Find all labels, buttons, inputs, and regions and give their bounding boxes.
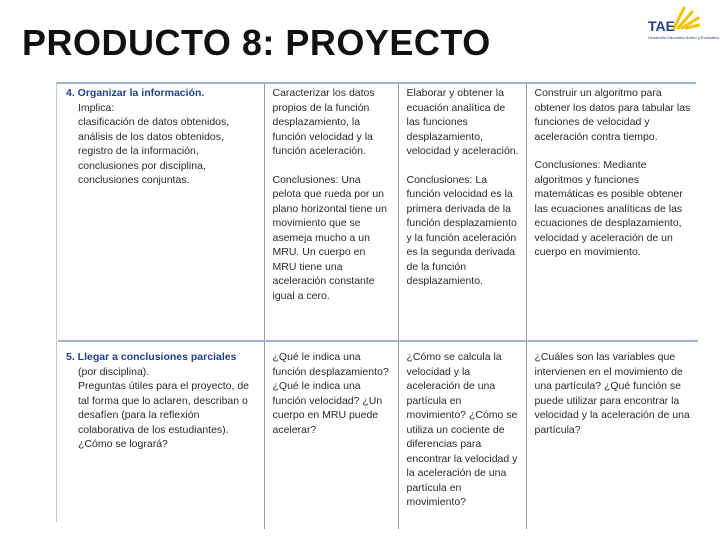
cell-conclusion: Conclusiones: Mediante algoritmos y funciones matemáticas es posible obtener las ecuaciones analíticas de las ecuaciones de desplazamiento, velocidad y aceleración de un cuerpo en movimiento. bbox=[534, 159, 683, 258]
table-row bbox=[58, 84, 698, 341]
step-cell bbox=[58, 341, 264, 529]
table-row bbox=[58, 341, 698, 529]
step-heading: 4. Organizar la información. bbox=[66, 87, 205, 99]
slide-title: PRODUCTO 8: PROYECTO bbox=[22, 22, 491, 63]
step-heading: 5. Llegar a conclusiones parciales bbox=[66, 351, 237, 363]
step-line: (por disciplina). bbox=[78, 365, 150, 378]
cell-conclusion: Conclusiones: Una pelota que rueda por un plano horizontal tiene un movimiento que se asemeja mucho a un MRU. Un cuerpo en MRU tiene una aceleración constante igual a cero. bbox=[272, 173, 387, 302]
step-line: conclusiones conjuntas. bbox=[78, 174, 190, 186]
cell-text: Construir un algoritmo para obtener los datos para tabular las funciones de velocidad y aceleración contra tiempo. bbox=[534, 87, 691, 143]
left-border bbox=[56, 82, 57, 522]
table-cell bbox=[398, 84, 526, 341]
table-cell bbox=[264, 341, 398, 529]
table-cell bbox=[264, 84, 398, 341]
cell-text: ¿Qué le indica una función desplazamiento? ¿Qué le indica una función velocidad? ¿Un cuerpo en MRU puede acelerar? bbox=[272, 351, 389, 436]
cell-text: Caracterizar los datos propios de la función desplazamiento, la función velocidad y la función aceleración. bbox=[272, 87, 375, 157]
step-line: análisis de los datos obtenidos, bbox=[78, 130, 224, 143]
table-cell bbox=[526, 341, 698, 529]
step-line: clasificación de datos obtenidos, bbox=[78, 116, 230, 128]
step-line: Implica: bbox=[78, 101, 115, 114]
step-line: ¿Cómo se logrará? bbox=[78, 438, 168, 450]
step-line: Preguntas útiles para el proyecto, de tal forma que lo aclaren, describan o desafíen (para la reflexión colaborativa de los estudiantes). bbox=[78, 380, 250, 436]
logo-brand: TAE bbox=[648, 18, 675, 34]
cell-text: ¿Cómo se calcula la velocidad y la aceleración de una partícula en movimiento? ¿Cómo se utiliza un cociente de diferencias para encontrar la velocidad y la aceleración de una partícula en movimiento? bbox=[406, 351, 518, 508]
project-table bbox=[58, 84, 698, 529]
logo-tagline: Desarrollo Educativo Activo y Evaluativo bbox=[648, 35, 720, 40]
table-cell bbox=[398, 341, 526, 529]
cell-text: Elaborar y obtener la ecuación analítica de las funciones desplazamiento, velocidad y aceleración. bbox=[406, 87, 519, 157]
table-cell bbox=[526, 84, 698, 341]
cell-text: ¿Cuáles son las variables que intervienen en el movimiento de una partícula? ¿Qué función se puede utilizar para encontrar la velocidad y la aceleración de una partícula? bbox=[534, 351, 690, 436]
step-line: conclusiones por disciplina, bbox=[78, 159, 206, 172]
tae-logo bbox=[630, 4, 720, 44]
step-cell bbox=[58, 84, 264, 341]
step-line: registro de la información, bbox=[78, 145, 199, 157]
cell-conclusion: Conclusiones: La función velocidad es la primera derivada de la función desplazamiento y la función aceleración es la segunda derivada de la función desplazamiento. bbox=[406, 173, 517, 287]
